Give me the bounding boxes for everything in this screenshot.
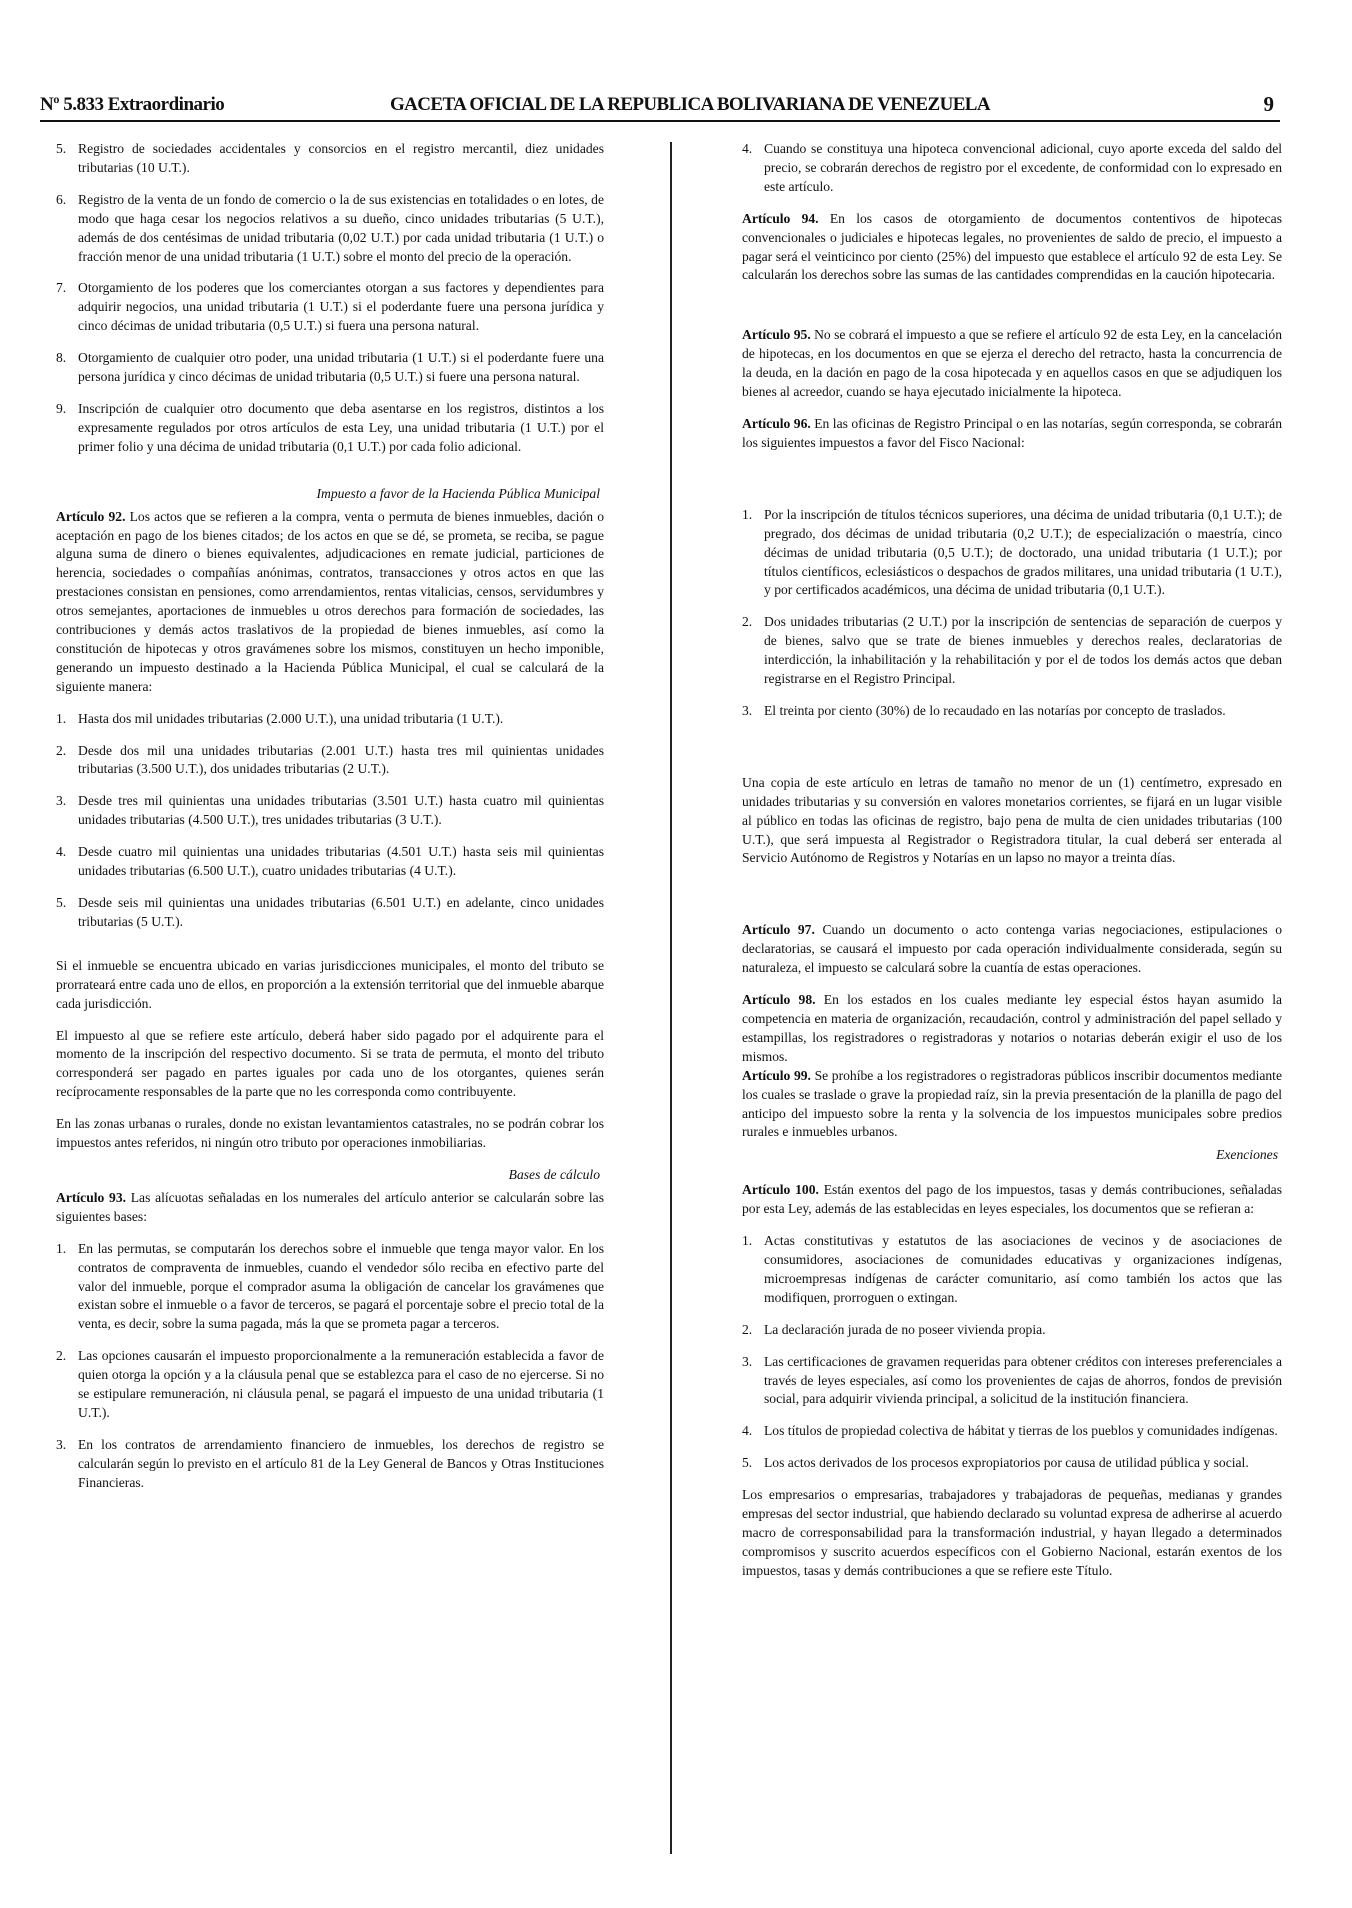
article-text: En las oficinas de Registro Principal o en las notarías, según corresponda, se cobrarán los siguientes impuestos a favor del Fisco Nacional: [742, 415, 1282, 450]
item-number: 2. [742, 1321, 753, 1337]
column-divider [670, 142, 672, 1854]
list-item [742, 702, 1282, 721]
item-text: En las permutas, se computarán los derechos sobre el inmueble que tenga mayor valor. En los contratos de compraventa de inmuebles, cuando el vendedor sólo reciba en efectivo parte del valor del inmueble, porque el comprador asuma la obligación de cancelar los gravámenes que existan sobre el inmueble o a favor de terceros, se pagará el porcentaje sobre el precio total de la venta, es decir, sobre la suma pagada, más la que se prometa pagar a terceros. [78, 1240, 604, 1332]
item-number: 1. [742, 1233, 753, 1249]
paragraph: El impuesto al que se refiere este artículo, deberá haber sido pagado por el adquirente para el momento de la inscripción del respectivo documento. Si se trata de permuta, el monto del tributo corresponderá ser pagado en partes iguales por cada uno de los otorgantes, quienes serán recíprocamente responsables de la parte que no les corresponda como contribuyente. [56, 1027, 604, 1100]
list-item [742, 1321, 1282, 1340]
item-text: Registro de la venta de un fondo de comercio o la de sus existencias en totalidades o en lotes, de modo que haga cesar los negocios relativos a su dueño, cinco unidades tributarias (5 U.T.), además de dos centésimas de unidad tributaria (0,02 U.T.) por cada unidad tributaria (1 U.T.) o fracción menor de una unidad tributaria (1 U.T.) sobre el monto del precio de la operación. [78, 191, 604, 264]
list-item [56, 710, 604, 729]
list-item [56, 742, 604, 780]
gazette-header [40, 92, 1280, 122]
article-93 [56, 1189, 604, 1227]
item-text: En los contratos de arrendamiento financiero de inmuebles, los derechos de registro se calcularán según lo previsto en el artículo 81 de la Ley General de Bancos y Otras Instituciones Financieras. [78, 1436, 604, 1490]
article-label: Artículo 95. [742, 327, 811, 343]
article-label: Artículo 98. [742, 992, 816, 1008]
article-text: Las alícuotas señaladas en los numerales del artículo anterior se calcularán sobre las siguientes bases: [56, 1189, 604, 1224]
item-number: 8. [56, 350, 67, 366]
list-item [56, 279, 604, 336]
item-number: 1. [56, 1240, 67, 1256]
list-item [56, 1436, 604, 1493]
item-number: 1. [56, 710, 67, 726]
item-text: Desde cuatro mil quinientas una unidades tributarias (4.501 U.T.) hasta seis mil quinientas unidades tributarias (6.500 U.T.), cuatro unidades tributarias (4 U.T.). [78, 844, 604, 879]
item-text: Desde dos mil una unidades tributarias (2.001 U.T.) hasta tres mil quinientas unidades tributarias (3.500 U.T.), dos unidades tributarias (2 U.T.). [78, 742, 604, 777]
list-item [56, 191, 604, 267]
item-number: 5. [742, 1455, 753, 1471]
item-number: 3. [742, 1353, 753, 1369]
item-text: Desde tres mil quinientas una unidades tributarias (3.501 U.T.) hasta cuatro mil quinientas unidades tributarias (4.500 U.T.), tres unidades tributarias (3 U.T.). [78, 793, 604, 828]
list-item [742, 1454, 1282, 1473]
article-text: Están exentos del pago de los impuestos, tasas y demás contribuciones, señaladas por esta Ley, además de las establecidas en leyes especiales, los documentos que se refieran a: [742, 1182, 1282, 1217]
item-text: Actas constitutivas y estatutos de las asociaciones de vecinos y de asociaciones de consumidores, asociaciones de comunidades educativas y organizaciones indígenas, microempresas indígenas de carácter comunitario, así como también los actos que las modifiquen, prorroguen o extingan. [764, 1233, 1282, 1305]
item-text: El treinta por ciento (30%) de lo recaudado en las notarías por concepto de traslados. [764, 702, 1226, 718]
list-item [56, 400, 604, 457]
item-text: Cuando se constituya una hipoteca convencional adicional, cuyo aporte exceda del saldo del precio, se cobrarán derechos de registro por el excedente, de conformidad con lo expresado en este artículo. [764, 141, 1282, 194]
article-label: Artículo 99. [742, 1067, 811, 1083]
item-number: 2. [742, 614, 753, 630]
issue-number: Nº 5.833 Extraordinario [40, 94, 225, 115]
item-text: Dos unidades tributarias (2 U.T.) por la inscripción de sentencias de separación de cuerpos y de bienes, salvo que se trate de bienes inmuebles y derechos reales, declaratorias de interdicción, la inhabilitación y la rehabilitación y por el de todos los demás actos que deban registrarse en el Registro Principal. [764, 614, 1282, 687]
item-number: 3. [742, 702, 753, 718]
article-text: No se cobrará el impuesto a que se refiere el artículo 92 de esta Ley, en la cancelación de hipotecas, en los documentos en que se ejerza el derecho del retracto, hasta la concurrencia de la deuda, en la dación en pago de la cosa hipotecada y en aquellos casos en que se adjudiquen los bienes al acreedor, cuando se haya ejecutado inicialmente la hipoteca. [742, 327, 1282, 400]
item-number: 5. [56, 141, 67, 156]
list-item [56, 843, 604, 881]
item-number: 4. [742, 1423, 753, 1439]
item-text: Registro de sociedades accidentales y consorcios en el registro mercantil, diez unidades tributarias (10 U.T.). [78, 141, 604, 175]
section-heading: Exenciones [1216, 1147, 1278, 1163]
page-number: 9 [1263, 92, 1274, 116]
paragraph: Una copia de este artículo en letras de tamaño no menor de un (1) centímetro, expresado en unidades tributarias y su conversión en valores monetarios corrientes, se fijará en un lugar visible al público en todas las oficinas de registro, bajo pena de multa de cien unidades tributarias (100 U.T.), que será impuesta al Registrador o Registradora titular, la cual deberá ser enterada al Servicio Autónomo de Registros y Notarías en un lapso no mayor a treinta días. [742, 774, 1282, 866]
right-column [742, 140, 1282, 1594]
item-number: 1. [742, 506, 753, 522]
item-text: Otorgamiento de los poderes que los comerciantes otorgan a sus factores y dependientes para adquirir negocios, una unidad tributaria (1 U.T.) si el poderdante fuere una persona jurídica y cinco décimas de unidad tributaria (0,5 U.T.) si fuera una persona natural. [78, 280, 604, 334]
article-99 [742, 1067, 1282, 1143]
item-number: 3. [56, 1436, 67, 1452]
item-number: 9. [56, 400, 67, 416]
article-100 [742, 1181, 1282, 1219]
item-text: Desde seis mil quinientas una unidades tributarias (6.501 U.T.) en adelante, cinco unidades tributarias (5 U.T.). [78, 895, 604, 929]
article-98 [742, 991, 1282, 1067]
item-text: Las certificaciones de gravamen requeridas para obtener créditos con intereses preferenciales a través de leyes especiales, así como los provenientes de cajas de ahorros, fondos de previsión social, para adquirir vivienda principal, a solicitud de la institución financiera. [764, 1353, 1282, 1407]
list-item [56, 140, 604, 178]
item-number: 3. [56, 793, 67, 809]
article-text: Cuando un documento o acto contenga varias negociaciones, estipulaciones o declaratorias, se causará el impuesto por cada operación individualmente considerada, según su naturaleza, el impuesto se calculará sobre la cuantía de estas operaciones. [742, 922, 1282, 976]
list-item [742, 1232, 1282, 1308]
left-column [56, 140, 604, 1506]
item-text: Inscripción de cualquier otro documento que deba asentarse en los registros, distintos a los expresamente regulados por otros artículos de esta Ley, una unidad tributaria (1 U.T.) por el primer folio y una décima de unidad tributaria (0,1 U.T.) por cada folio adicional. [78, 400, 604, 454]
list-item [56, 1347, 604, 1423]
list-item [742, 1422, 1282, 1441]
item-text: La declaración jurada de no poseer vivienda propia. [764, 1321, 1046, 1337]
item-number: 6. [56, 191, 67, 207]
paragraph: Los empresarios o empresarias, trabajadores y trabajadoras de pequeñas, medianas y grandes empresas del sector industrial, que habiendo declarado su voluntad expresa de adherirse al acuerdo macro de corresponsabilidad para la transformación industrial, y hayan llegado a determinados compromisos y suscrito acuerdos específicos con el Gobierno Nacional, estarán exentos de los impuestos, tasas y demás contribuciones a que se refiere este Título. [742, 1487, 1282, 1578]
item-number: 2. [56, 1348, 67, 1364]
item-number: 4. [56, 844, 67, 860]
article-92 [56, 508, 604, 697]
item-number: 4. [742, 141, 753, 156]
list-item [56, 1240, 604, 1335]
article-97 [742, 921, 1282, 978]
article-text: Se prohíbe a los registradores o registradoras públicos inscribir documentos mediante los cuales se traslade o grave la propiedad raíz, sin la previa presentación de la planilla de pago del anticipo del impuesto sobre la renta y la solvencia de los impuestos municipales sobre predios rurales e inmuebles urbanos. [742, 1067, 1282, 1140]
article-label: Artículo 96. [742, 415, 811, 431]
item-text: Los títulos de propiedad colectiva de hábitat y tierras de los pueblos y comunidades indígenas. [764, 1423, 1278, 1439]
item-number: 5. [56, 895, 67, 910]
item-text: Los actos derivados de los procesos expropiatorios por causa de utilidad pública y social. [764, 1455, 1249, 1471]
section-heading: Bases de cálculo [508, 1166, 600, 1182]
list-item [56, 792, 604, 830]
article-label: Artículo 97. [742, 922, 815, 938]
list-item [742, 1353, 1282, 1410]
paragraph: Si el inmueble se encuentra ubicado en varias jurisdicciones municipales, el monto del tributo se prorrateará entre cada uno de ellos, en proporción a la extensión territorial que del inmueble abarque cada jurisdicción. [56, 957, 604, 1011]
article-label: Artículo 93. [56, 1189, 127, 1205]
section-heading: Impuesto a favor de la Hacienda Pública Municipal [316, 485, 600, 501]
list-item [742, 506, 1282, 601]
article-text: En los casos de otorgamiento de documentos contentivos de hipotecas convencionales o judiciales e hipotecas legales, no provenientes de saldo de precio, el impuesto a pagar será el veinticinco por ciento (25%) del impuesto que establece el artículo 92 de esta Ley. Se calcularán los derechos sobre las sumas de las cantidades comprendidas en la caución hipotecaria. [742, 210, 1282, 283]
article-text: En los estados en los cuales mediante ley especial éstos hayan asumido la competencia en materia de organización, recaudación, control y administración del papel sellado y estampillas, los registradores o registradoras y notarios o notarias deberán exigir el uso de los mismos. [742, 992, 1283, 1064]
item-text: Por la inscripción de títulos técnicos superiores, una décima de unidad tributaria (0,1 U.T.); de pregrado, dos décimas de unidad tributaria (0,2 U.T.); de especialización o maestría, cinco décimas de unidad tributaria (0,5 U.T.); de doctorado, una unidad tributaria (1 U.T.); por títulos científicos, eclesiásticos o despachos de grados militares, una unidad tributaria (1 U.T.), y por certificados académicos, una décima de unidad tributaria (0,1 U.T.). [764, 506, 1282, 598]
paragraph: En las zonas urbanas o rurales, donde no existan levantamientos catastrales, no se podrán cobrar los impuestos antes referidos, ni ningún otro tributo por operaciones inmobiliarias. [56, 1116, 604, 1151]
article-96 [742, 415, 1282, 453]
article-text: Los actos que se refieren a la compra, venta o permuta de bienes inmuebles, dación o aceptación en pago de los bienes citados; de los actos en que se dé, se prometa, se reciba, se pague alguna suma de dinero o bienes equivalentes, adjudicaciones en remate judicial, particiones de herencia, sociedades o compañías anónimas, contratos, transacciones y otros actos en que las prestaciones consistan en pensiones, como arrendamientos, rentas vitalicias, censos, servidumbres y otros semejantes, aportaciones de inmuebles u otros derechos para formación de sociedades, las contribuciones y demás actos traslativos de la propiedad de bienes inmuebles, así como la constitución de hipotecas y otros gravámenes sobre los mismos, constituyen un hecho imponible, generando un impuesto destinado a la Hacienda Pública Municipal, el cual se calculará de la siguiente manera: [56, 508, 604, 694]
item-text: Las opciones causarán el impuesto proporcionalmente a la remuneración establecida a favor de quien otorga la opción y a la cláusula penal que se establezca para el caso de no ejercerse. Si no se estipulare remuneración, ni cláusula penal, se pagará el impuesto de una unidad tributaria (1 U.T.). [78, 1348, 604, 1420]
item-number: 7. [56, 280, 67, 296]
list-item [742, 140, 1282, 197]
article-label: Artículo 94. [742, 210, 819, 226]
article-95 [742, 326, 1282, 402]
article-label: Artículo 92. [56, 508, 126, 524]
list-item [56, 894, 604, 932]
article-label: Artículo 100. [742, 1182, 819, 1198]
item-number: 2. [56, 742, 67, 758]
item-text: Hasta dos mil unidades tributarias (2.000 U.T.), una unidad tributaria (1 U.T.). [78, 710, 504, 726]
list-item [742, 613, 1282, 689]
item-text: Otorgamiento de cualquier otro poder, una unidad tributaria (1 U.T.) si el poderdante fuere una persona jurídica y cinco décimas de unidad tributaria (0,5 U.T.) si fuere una persona natural. [78, 350, 604, 385]
article-94 [742, 210, 1282, 286]
list-item [56, 349, 604, 387]
gazette-title: GACETA OFICIAL DE LA REPUBLICA BOLIVARIANA DE VENEZUELA [390, 94, 990, 115]
